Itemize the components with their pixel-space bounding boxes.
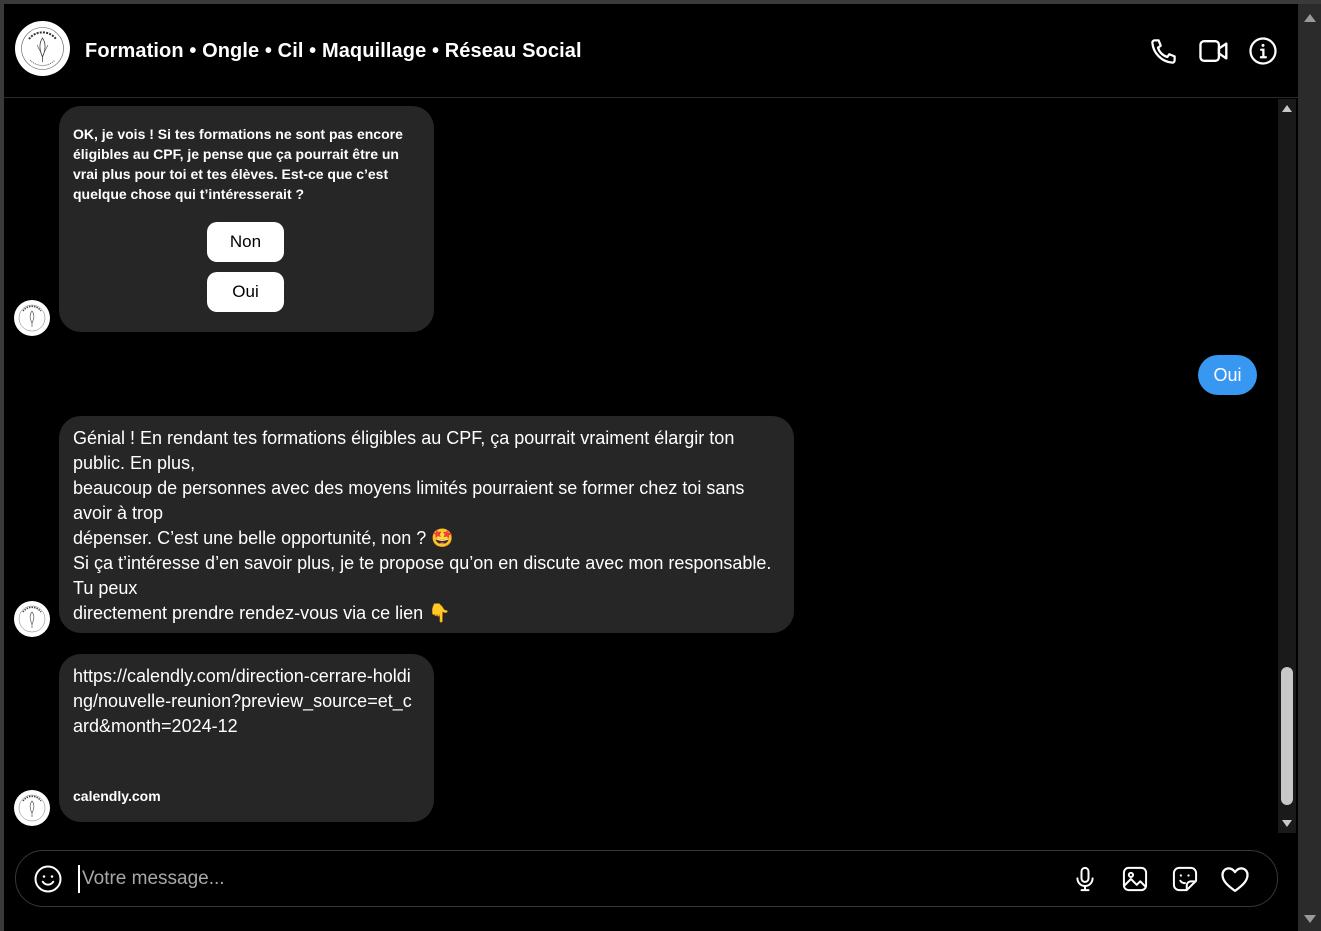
message-input[interactable] (78, 865, 1038, 893)
chat-header (4, 4, 1298, 98)
sticker-icon[interactable] (1169, 863, 1201, 895)
message-text: Génial ! En rendant tes formations éligibles au CPF, ça pourrait vraiment élargir ton public. En plus, beaucoup de personnes avec des moyens limités pourraient se former chez toi sans avoir à trop dépenser. C’est une belle opportunité, non ? 🤩 Si ça t’intéresse d’en savoir plus, je te propose qu’on en discute avec mon responsable. Tu peux directement prendre rendez-vous via ce lien 👇 (73, 428, 772, 623)
phone-icon[interactable] (1147, 34, 1181, 68)
quick-reply-oui-button[interactable]: Oui (207, 272, 284, 312)
image-icon[interactable] (1119, 863, 1151, 895)
contact-avatar[interactable] (15, 21, 70, 76)
link-url[interactable]: https://calendly.com/direction-cerrare-holding/nouvelle-reunion?preview_source=et_card&month=2024-12 (73, 666, 412, 736)
message-text: Oui (1213, 364, 1242, 385)
scroll-up-arrow-icon[interactable] (1304, 14, 1316, 22)
microphone-icon[interactable] (1069, 863, 1101, 895)
sender-avatar[interactable] (14, 300, 50, 336)
message-list-scrollbar[interactable] (1278, 99, 1296, 833)
message-list (4, 99, 1298, 834)
emoji-icon[interactable] (32, 863, 64, 895)
sent-message-bubble (1198, 355, 1257, 395)
link-domain: calendly.com (73, 788, 161, 804)
scroll-down-arrow-icon[interactable] (1282, 820, 1292, 827)
info-icon[interactable] (1246, 34, 1280, 68)
received-message-bubble (59, 416, 794, 633)
window-scrollbar[interactable] (1298, 4, 1321, 931)
scroll-down-arrow-icon[interactable] (1304, 915, 1316, 923)
link-preview-bubble[interactable] (59, 654, 434, 822)
received-message-bubble (59, 106, 434, 332)
sender-avatar[interactable] (14, 601, 50, 637)
scrollbar-thumb[interactable] (1281, 667, 1293, 805)
quick-reply-non-button[interactable]: Non (207, 222, 284, 262)
conversation-title: Formation • Ongle • Cil • Maquillage • Réseau Social (85, 40, 582, 62)
scroll-up-arrow-icon[interactable] (1282, 105, 1292, 112)
video-call-icon[interactable] (1197, 34, 1231, 68)
heart-icon[interactable] (1219, 863, 1251, 895)
sender-avatar[interactable] (14, 790, 50, 826)
message-composer (15, 850, 1278, 907)
message-text: OK, je vois ! Si tes formations ne sont pas encore éligibles au CPF, je pense que ça pourrait être un vrai plus pour toi et tes élèves. Est-ce que c’est quelque chose qui t’intéresserait ? (73, 126, 403, 202)
